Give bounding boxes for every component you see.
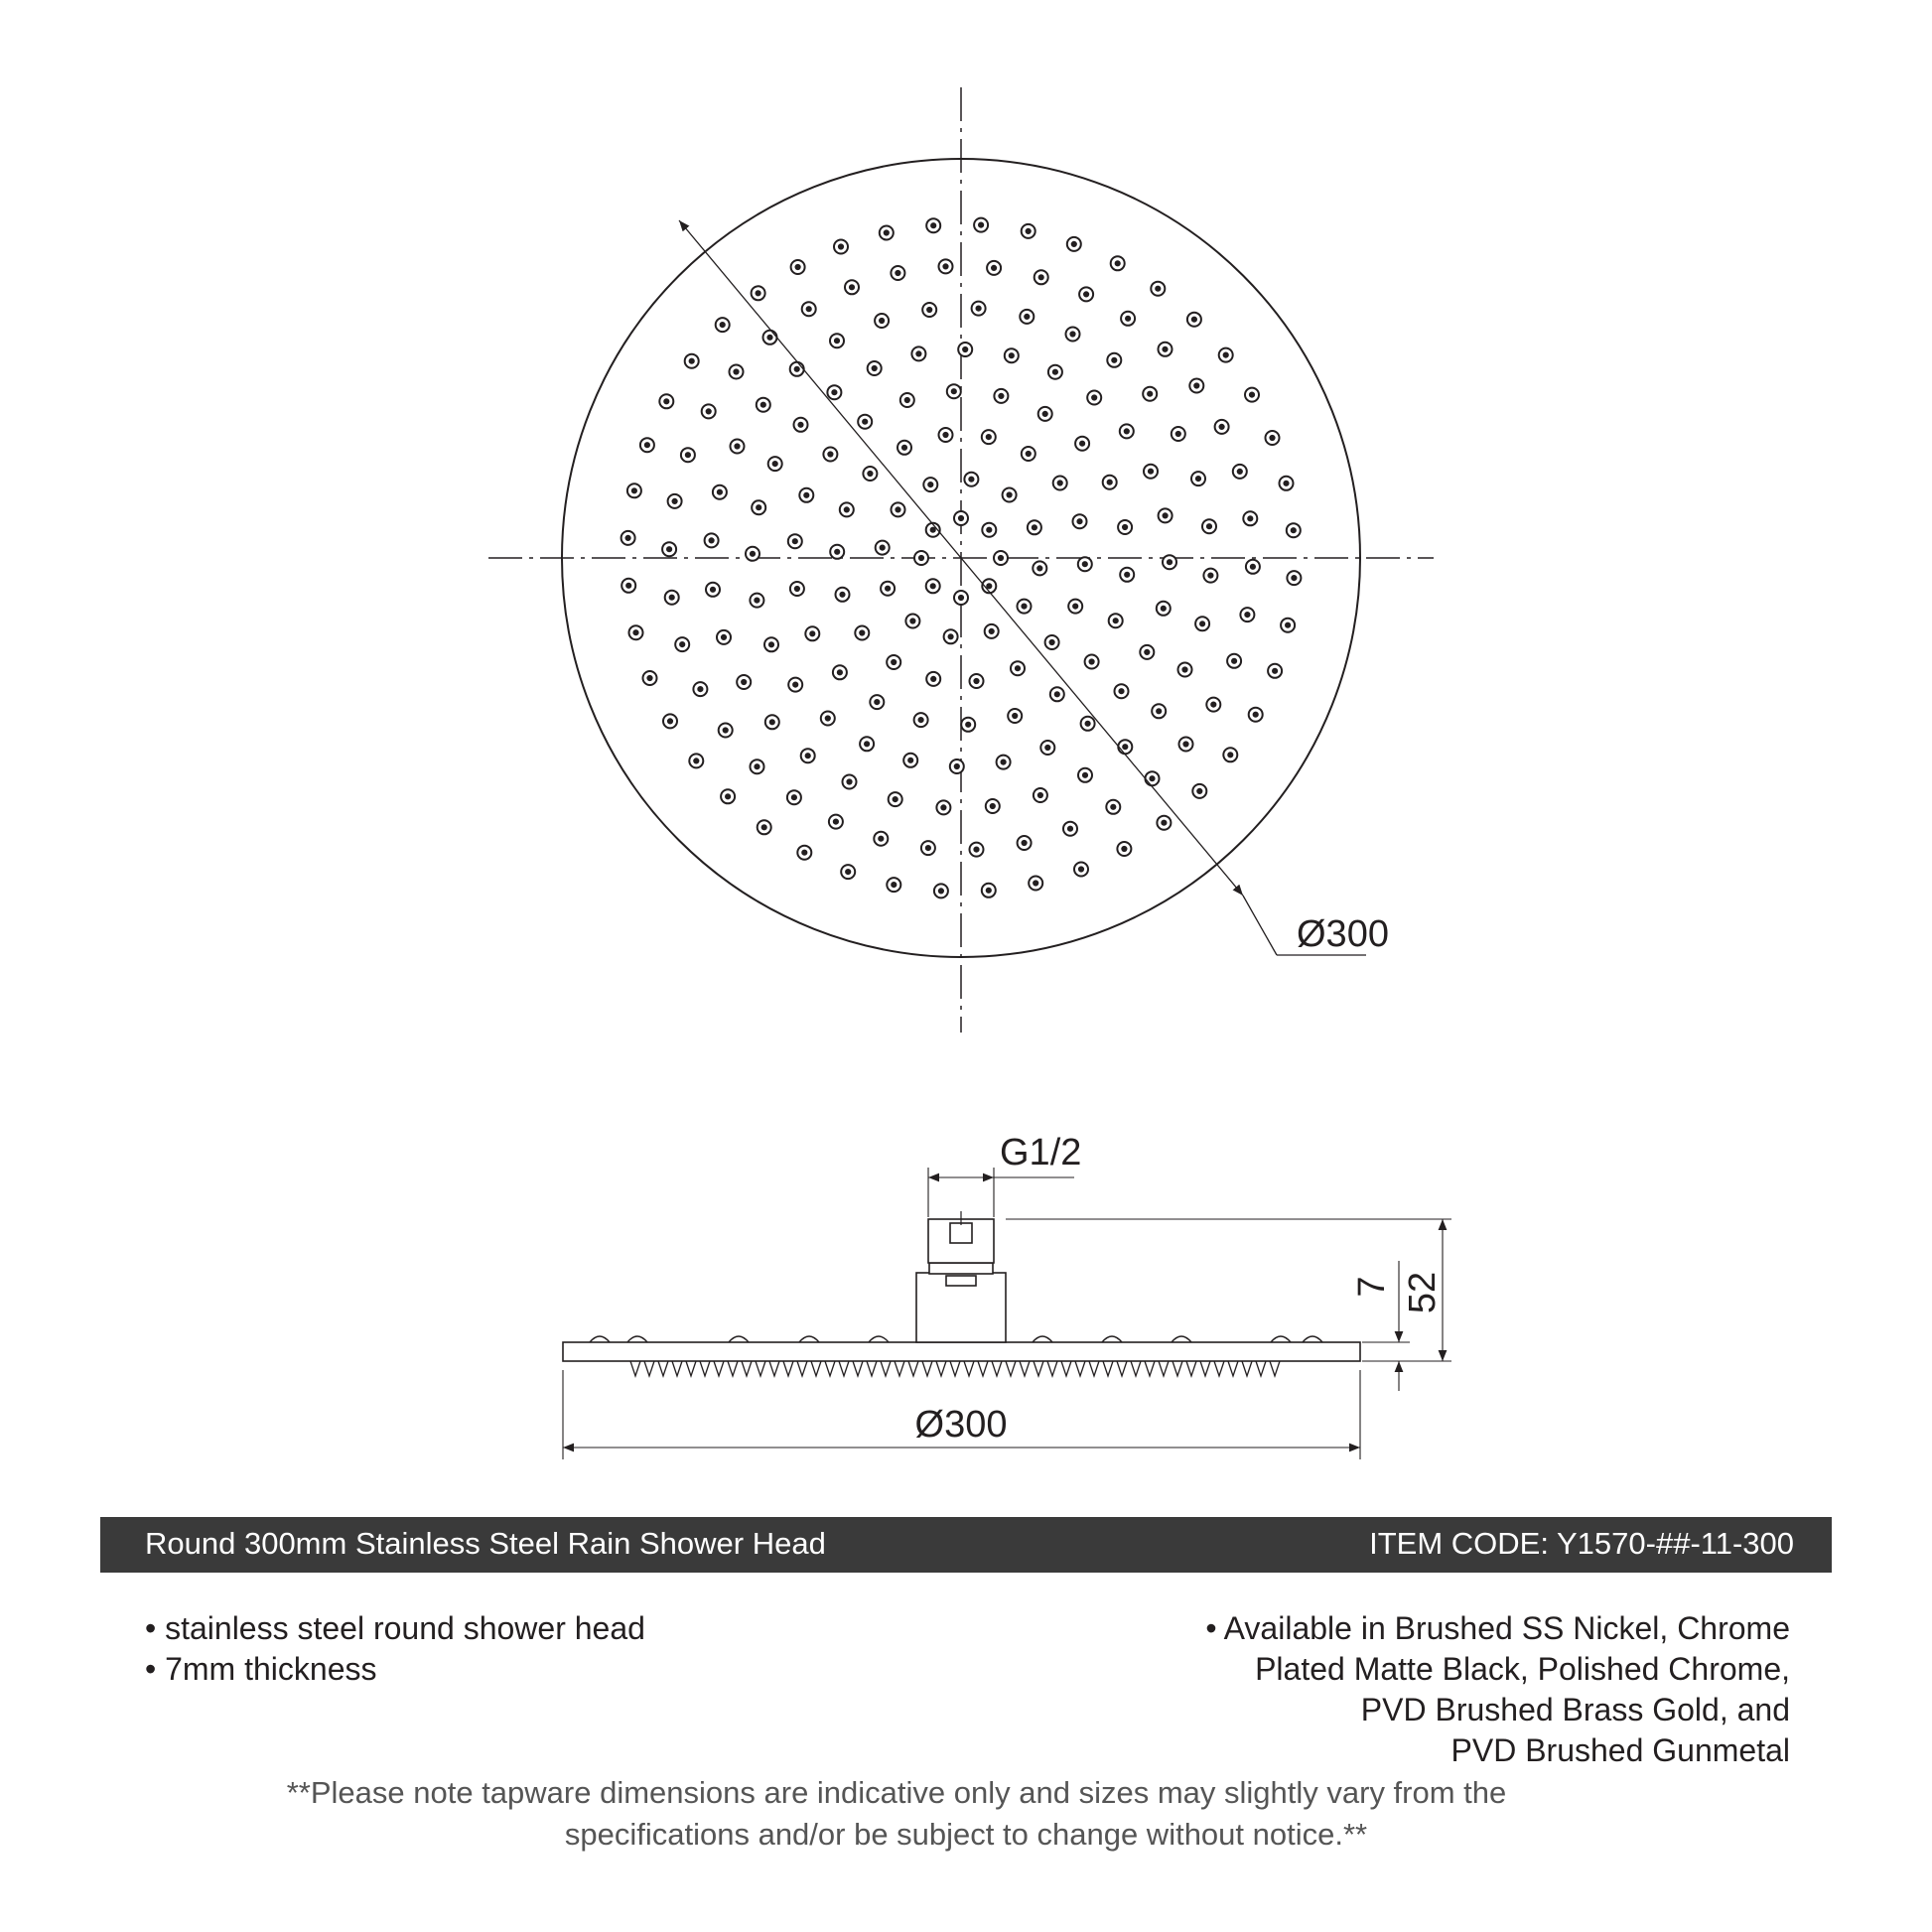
nozzle-center	[863, 419, 868, 424]
nozzle-center	[886, 586, 891, 591]
nozzle-center	[1219, 424, 1224, 429]
nozzle-center	[734, 369, 739, 374]
nozzle-center	[710, 587, 715, 592]
nozzle-center	[680, 642, 685, 647]
finish-line: PVD Brushed Gunmetal	[1450, 1732, 1790, 1768]
nozzle-tooth	[769, 1361, 779, 1376]
nozzle-center	[838, 244, 843, 249]
nozzle-center	[837, 670, 842, 675]
nozzle-tooth	[1131, 1361, 1141, 1376]
nozzle-tooth	[1020, 1361, 1030, 1376]
nozzle-center	[760, 402, 765, 407]
nozzle-tooth	[950, 1361, 960, 1376]
nozzle-center	[951, 389, 956, 394]
nozzle-center	[844, 507, 849, 512]
nozzle-center	[1250, 564, 1255, 569]
thickness-label: 7	[1351, 1276, 1393, 1298]
nozzle-center	[930, 527, 935, 532]
nozzle-center	[904, 397, 909, 402]
nozzle-center	[804, 492, 809, 497]
nozzle-center	[644, 443, 649, 448]
nozzle-center	[1167, 560, 1172, 565]
nozzle-center	[916, 351, 921, 356]
nozzle-center	[768, 642, 773, 647]
nozzle-tooth	[964, 1361, 974, 1376]
nozzle-center	[1115, 261, 1120, 266]
nozzle-tooth	[644, 1361, 654, 1376]
nozzle-tooth	[1117, 1361, 1127, 1376]
nozzle-center	[792, 539, 797, 544]
nozzle-center	[927, 307, 932, 312]
nozzle-center	[626, 583, 631, 588]
nozzle-center	[1054, 692, 1059, 697]
plate-bump	[1033, 1336, 1052, 1342]
nozzle-center	[1107, 480, 1112, 484]
feature-item: • stainless steel round shower head	[145, 1610, 645, 1646]
nozzle-center	[1022, 840, 1027, 845]
nozzle-center	[999, 393, 1004, 398]
nozzle-center	[794, 586, 799, 591]
nozzle-center	[1145, 649, 1150, 654]
nozzle-center	[918, 555, 923, 560]
nozzle-center	[849, 285, 854, 290]
nozzle-center	[1049, 639, 1054, 644]
nozzle-center	[1067, 826, 1072, 831]
nozzle-center	[1125, 572, 1130, 577]
nozzle-center	[986, 888, 991, 893]
plate-bump	[1303, 1336, 1322, 1342]
nozzle-center	[726, 794, 731, 799]
nozzle-tooth	[839, 1361, 849, 1376]
nozzle-center	[669, 595, 674, 600]
finish-line: PVD Brushed Brass Gold, and	[1360, 1692, 1790, 1727]
nozzle-center	[694, 759, 699, 763]
nozzle-center	[689, 358, 694, 363]
nozzle-center	[998, 555, 1003, 560]
nozzle-center	[987, 527, 992, 532]
nozzle-center	[1025, 314, 1030, 319]
nozzle-center	[1126, 316, 1131, 321]
nozzle-center	[810, 631, 815, 636]
nozzle-center	[769, 720, 774, 725]
nozzle-center	[1245, 613, 1250, 618]
nozzle-tooth	[1047, 1361, 1057, 1376]
nozzle-center	[910, 619, 915, 623]
nozzle-teeth	[630, 1361, 1280, 1376]
nozzle-tooth	[1061, 1361, 1071, 1376]
nozzle-tooth	[992, 1361, 1002, 1376]
disclaimer	[0, 1772, 1932, 1856]
nozzle-center	[1157, 709, 1162, 714]
nozzle-center	[880, 545, 885, 550]
nozzle-center	[1123, 745, 1128, 750]
nozzle-center	[868, 471, 873, 476]
nozzle-tooth	[1214, 1361, 1224, 1376]
nozzle-center	[1078, 867, 1083, 872]
nozzle-center	[1042, 411, 1047, 416]
nozzle-center	[901, 445, 906, 450]
nozzle-center	[647, 675, 652, 680]
nozzle-center	[860, 630, 865, 635]
nozzle-center	[880, 318, 885, 323]
nozzle-center	[987, 584, 992, 589]
nozzle-center	[954, 763, 959, 768]
nozzle-center	[1232, 658, 1237, 663]
nozzle-center	[1082, 772, 1087, 777]
nozzle-center	[828, 452, 833, 457]
nozzle-tooth	[1089, 1361, 1099, 1376]
nozzle-center	[720, 323, 725, 328]
nozzle-tooth	[1159, 1361, 1169, 1376]
nozzle-center	[833, 819, 838, 824]
nozzle-center	[1292, 576, 1297, 581]
nozzle-center	[1071, 241, 1076, 246]
nozzle-center	[969, 477, 974, 482]
finish-line: • Available in Brushed SS Nickel, Chrome	[1205, 1610, 1790, 1646]
nozzle-center	[1085, 721, 1090, 726]
nozzle-center	[756, 291, 760, 296]
plate-bump	[627, 1336, 647, 1342]
plate-bump	[1102, 1336, 1122, 1342]
nozzle-center	[930, 584, 935, 589]
nozzle-tooth	[908, 1361, 918, 1376]
nozzle-center	[958, 595, 963, 600]
nozzle-center	[1026, 228, 1031, 233]
nozzle-tooth	[1270, 1361, 1280, 1376]
nozzle-tooth	[853, 1361, 863, 1376]
nozzle-center	[802, 850, 807, 855]
nozzle-center	[1032, 525, 1036, 530]
nozzle-tooth	[742, 1361, 752, 1376]
nozzle-center	[846, 870, 851, 875]
nozzle-center	[986, 435, 991, 440]
nozzle-tooth	[658, 1361, 668, 1376]
nozzle-center	[989, 628, 994, 633]
nozzle-center	[835, 549, 840, 554]
nozzle-center	[795, 264, 800, 269]
plate-bump	[1271, 1336, 1291, 1342]
nozzle-center	[633, 630, 638, 635]
nozzle-center	[761, 825, 766, 830]
nozzle-center	[974, 678, 979, 683]
nozzle-center	[1161, 606, 1166, 611]
nozzle-center	[631, 488, 636, 493]
plate-bump	[590, 1336, 610, 1342]
nozzle-tooth	[1228, 1361, 1238, 1376]
nozzle-center	[1291, 528, 1296, 533]
nozzle-tooth	[936, 1361, 946, 1376]
nozzle-tooth	[811, 1361, 821, 1376]
nozzle-center	[1148, 391, 1153, 396]
nozzle-tooth	[881, 1361, 891, 1376]
nozzle-tooth	[1186, 1361, 1196, 1376]
nozzle-tooth	[1103, 1361, 1113, 1376]
nozzle-tooth	[1173, 1361, 1182, 1376]
plate-bump	[869, 1336, 889, 1342]
nozzle-center	[1249, 392, 1254, 397]
nozzle-center	[1113, 619, 1118, 623]
nozzle-center	[667, 547, 672, 552]
nozzle-center	[717, 489, 722, 494]
nozzle-center	[1200, 621, 1205, 626]
nozzle-center	[931, 676, 936, 681]
nozzle-center	[1223, 352, 1228, 357]
item-code: ITEM CODE: Y1570-##-11-300	[1369, 1526, 1794, 1561]
nozzle-center	[1175, 431, 1180, 436]
nozzle-tooth	[1145, 1361, 1155, 1376]
nozzle-center	[976, 306, 981, 311]
nozzle-center	[742, 679, 747, 684]
nozzle-center	[1001, 759, 1006, 764]
nozzle-tooth	[922, 1361, 932, 1376]
nozzle-center	[672, 498, 677, 503]
nozzle-center	[966, 722, 971, 727]
nozzle-center	[1163, 346, 1168, 351]
nozzle-center	[698, 687, 703, 692]
nozzle-center	[1183, 742, 1188, 747]
nozzle-center	[979, 222, 984, 227]
finish-options	[1205, 1608, 1790, 1771]
nozzle-center	[963, 346, 968, 351]
nozzle-center	[667, 719, 672, 724]
nozzle-tooth	[686, 1361, 696, 1376]
nozzle-center	[709, 538, 714, 543]
nozzle-center	[1022, 604, 1027, 609]
nozzle-center	[1082, 562, 1087, 567]
nozzle-center	[1237, 469, 1242, 474]
plate-bump	[799, 1336, 819, 1342]
nozzle-tooth	[825, 1361, 835, 1376]
nozzle-center	[1194, 383, 1199, 388]
nozzle-center	[772, 462, 777, 467]
nozzle-tooth	[1256, 1361, 1266, 1376]
nozzle-center	[1080, 441, 1085, 446]
nozzle-center	[1007, 492, 1012, 497]
nozzle-center	[1122, 846, 1127, 851]
nozzle-tooth	[797, 1361, 807, 1376]
nozzle-center	[1112, 357, 1117, 362]
nozzle-center	[664, 399, 669, 404]
nozzle-center	[1253, 712, 1258, 717]
nozzle-center	[1045, 745, 1050, 750]
nozzle-center	[798, 422, 803, 427]
nozzle-center	[1084, 292, 1089, 297]
nozzle-center	[1191, 317, 1196, 322]
nozzle-center	[1077, 519, 1082, 524]
nozzle-center	[840, 592, 845, 597]
nozzle-center	[1070, 332, 1075, 337]
nozzle-center	[791, 795, 796, 800]
nozzle-center	[1156, 286, 1161, 291]
nozzle-center	[794, 366, 799, 371]
nozzle-center	[943, 264, 948, 269]
nozzle-center	[872, 365, 877, 370]
nozzle-center	[893, 797, 897, 802]
nozzle-center	[806, 307, 811, 312]
disclaimer-line: specifications and/or be subject to change without notice.**	[564, 1817, 1368, 1852]
nozzle-center	[992, 265, 997, 270]
nozzle-center	[1270, 435, 1275, 440]
nozzle-center	[755, 598, 759, 603]
nozzle-center	[1206, 524, 1211, 529]
diameter-leader	[1243, 896, 1277, 955]
nozzle-center	[1163, 513, 1168, 518]
nozzle-center	[832, 390, 837, 395]
side-view	[563, 1168, 1451, 1459]
nozzle-tooth	[783, 1361, 793, 1376]
nozzle-center	[1123, 524, 1128, 529]
plate-bump	[729, 1336, 749, 1342]
nozzle-center	[931, 223, 936, 228]
thread-label: G1/2	[1000, 1132, 1082, 1173]
nozzle-tooth	[895, 1361, 904, 1376]
nozzle-center	[990, 803, 995, 808]
nozzle-tooth	[867, 1361, 877, 1376]
nozzle-center	[974, 847, 979, 852]
nozzle-center	[1015, 666, 1020, 671]
top-view	[488, 87, 1434, 1033]
nozzle-tooth	[630, 1361, 640, 1376]
nozzle-center	[948, 634, 953, 639]
nozzle-center	[1092, 395, 1097, 400]
nozzle-center	[938, 889, 943, 894]
nozzle-center	[1195, 477, 1200, 482]
nozzle-center	[1273, 668, 1278, 673]
nozzle-center	[706, 409, 711, 414]
nozzle-center	[1013, 713, 1018, 718]
nozzle-center	[1009, 353, 1014, 358]
nozzle-tooth	[672, 1361, 682, 1376]
nozzle-center	[1037, 566, 1042, 571]
nozzle-center	[735, 444, 740, 449]
nozzle-tooth	[978, 1361, 988, 1376]
feature-item: • 7mm thickness	[145, 1651, 377, 1687]
nozzle-tooth	[714, 1361, 724, 1376]
top-diameter-label: Ø300	[1297, 913, 1389, 955]
nozzle-tooth	[1075, 1361, 1085, 1376]
nozzle-center	[750, 551, 755, 556]
nozzle-tooth	[1006, 1361, 1016, 1376]
nozzle-center	[918, 718, 923, 723]
nozzle-center	[685, 453, 690, 458]
nozzle-center	[825, 716, 830, 721]
nozzle-center	[1037, 792, 1042, 797]
nozzle-center	[1150, 776, 1155, 781]
nozzle-center	[1038, 275, 1043, 280]
disclaimer-line: **Please note tapware dimensions are indicative only and sizes may slightly vary from the	[286, 1775, 1507, 1810]
nozzle-center	[1208, 573, 1213, 578]
nozzle-center	[892, 883, 897, 888]
nozzle-center	[865, 742, 870, 747]
head-plate	[563, 1342, 1360, 1361]
nozzle-center	[1182, 667, 1187, 672]
nozzle-center	[1057, 481, 1062, 485]
nozzle-center	[896, 270, 900, 275]
nozzle-center	[1228, 753, 1233, 758]
nozzle-center	[925, 846, 930, 851]
feature-list-left	[145, 1608, 645, 1690]
nozzle-center	[1089, 659, 1094, 664]
side-diameter-label: Ø300	[914, 1404, 1008, 1446]
plate-bump	[1172, 1336, 1191, 1342]
nozzle-center	[805, 754, 810, 759]
nozzle-center	[896, 507, 900, 512]
nozzle-center	[757, 505, 761, 510]
nozzle-center	[1284, 481, 1289, 485]
nozzle-center	[1026, 451, 1031, 456]
nozzle-center	[1034, 881, 1038, 886]
nozzle-center	[884, 230, 889, 235]
nozzle-center	[1248, 516, 1253, 521]
nozzle-center	[943, 432, 948, 437]
height-label: 52	[1402, 1271, 1444, 1314]
nozzle-tooth	[756, 1361, 765, 1376]
nozzle-center	[755, 764, 759, 769]
nozzle-center	[1286, 622, 1291, 627]
product-title: Round 300mm Stainless Steel Rain Shower Head	[145, 1526, 826, 1561]
nozzle-center	[1052, 369, 1057, 374]
nozzle-center	[793, 682, 798, 687]
connector-collar	[929, 1263, 993, 1274]
nozzle-center	[625, 535, 630, 540]
nozzle-center	[1073, 604, 1078, 609]
finish-line: Plated Matte Black, Polished Chrome,	[1255, 1651, 1790, 1687]
nozzle-center	[958, 515, 963, 520]
nozzle-center	[941, 805, 946, 810]
nozzle-center	[1119, 689, 1124, 694]
nozzle-center	[1148, 469, 1153, 474]
nozzle-tooth	[1200, 1361, 1210, 1376]
nozzle-tooth	[700, 1361, 710, 1376]
nozzle-tooth	[728, 1361, 738, 1376]
nozzle-tooth	[1034, 1361, 1043, 1376]
collar-nut	[946, 1276, 976, 1286]
nozzle-center	[1211, 702, 1216, 707]
nozzle-center	[879, 836, 884, 841]
nozzle-center	[1124, 429, 1129, 434]
nozzle-tooth	[1242, 1361, 1252, 1376]
nozzle-center	[723, 728, 728, 733]
nozzle-center	[767, 335, 772, 340]
nozzle-center	[1111, 804, 1116, 809]
nozzle-center	[721, 634, 726, 639]
nozzle-center	[892, 659, 897, 664]
nozzle-center	[1162, 820, 1167, 825]
nozzle-center	[875, 700, 880, 705]
nozzle-center	[928, 483, 933, 487]
product-banner	[100, 1517, 1832, 1573]
nozzle-center	[908, 758, 913, 762]
nozzle-center	[847, 779, 852, 784]
nozzle-center	[1197, 788, 1202, 793]
thread-fitting	[928, 1219, 994, 1263]
nozzle-center	[834, 339, 839, 344]
